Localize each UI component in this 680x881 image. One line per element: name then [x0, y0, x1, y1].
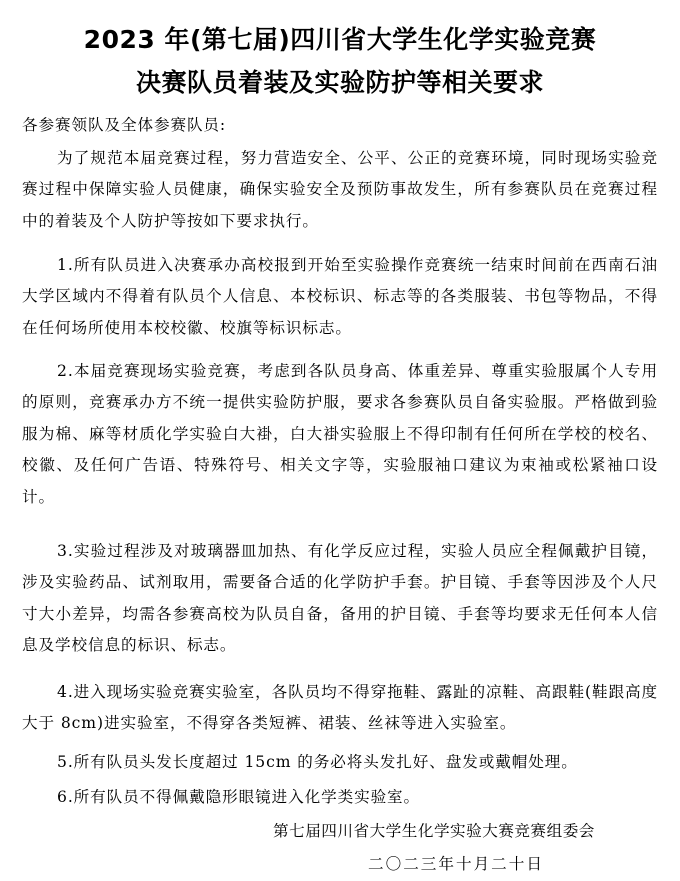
- intro-paragraph: 为了规范本届竞赛过程，努力营造安全、公平、公正的竞赛环境，同时现场实验竞赛过程中保障实验人员健康，确保实验安全及预防事故发生，所有参赛队员在竞赛过程中的着装及个人防护等按如下要求执行。: [22, 149, 658, 230]
- requirement-item-6: 6.所有队员不得佩戴隐形眼镜进入化学类实验室。: [57, 788, 421, 806]
- document-title-line-1: 2023 年(第七届)四川省大学生化学实验竞赛: [83, 25, 597, 54]
- requirement-item-1: 1.所有队员进入决赛承办高校报到开始至实验操作竞赛统一结束时间前在西南石油大学区域内不得着有队员个人信息、本校标识、标志等的各类服装、书包等物品，不得在任何场所使用本校校徽、校旗等标识标志。: [22, 256, 658, 337]
- signature-organizer: 第七届四川省大学生化学实验大赛竞赛组委会: [273, 822, 595, 840]
- requirement-item-3: 3.实验过程涉及对玻璃器皿加热、有化学反应过程，实验人员应全程佩戴护目镜，涉及实验药品、试剂取用，需要备合适的化学防护手套。护目镜、手套等因涉及个人尺寸大小差异，均需各参赛高校为队员自备，备用的护目镜、手套等均要求无任何本人信息及学校信息的标识、标志。: [22, 542, 658, 655]
- signature-date: 二〇二三年十月二十日: [368, 855, 544, 873]
- requirement-item-5: 5.所有队员头发长度超过 15cm 的务必将头发扎好、盘发或戴帽处理。: [57, 753, 578, 771]
- requirement-item-4-text: 4.进入现场实验竞赛实验室，各队员均不得穿拖鞋、露趾的凉鞋、高跟鞋(鞋跟高度大于 8cm)进实验室，不得穿各类短裤、裙装、丝袜等进入实验室。: [22, 683, 658, 733]
- greeting: 各参赛领队及全体参赛队员:: [22, 116, 227, 134]
- document-title-line-2: 决赛队员着装及实验防护等相关要求: [135, 68, 544, 97]
- requirement-item-4: [22, 677, 658, 740]
- requirement-item-2: 2.本届竞赛现场实验竞赛，考虑到各队员身高、体重差异、尊重实验服属个人专用的原则，竞赛承办方不统一提供实验防护服，要求各参赛队员自备实验服。严格做到验服为棉、麻等材质化学实验白大褂，白大褂实验服上不得印制有任何所在学校的校名、校徽、及任何广告语、特殊符号、相关文字等，实验服袖口建议为束袖或松紧袖口设计。: [22, 362, 658, 506]
